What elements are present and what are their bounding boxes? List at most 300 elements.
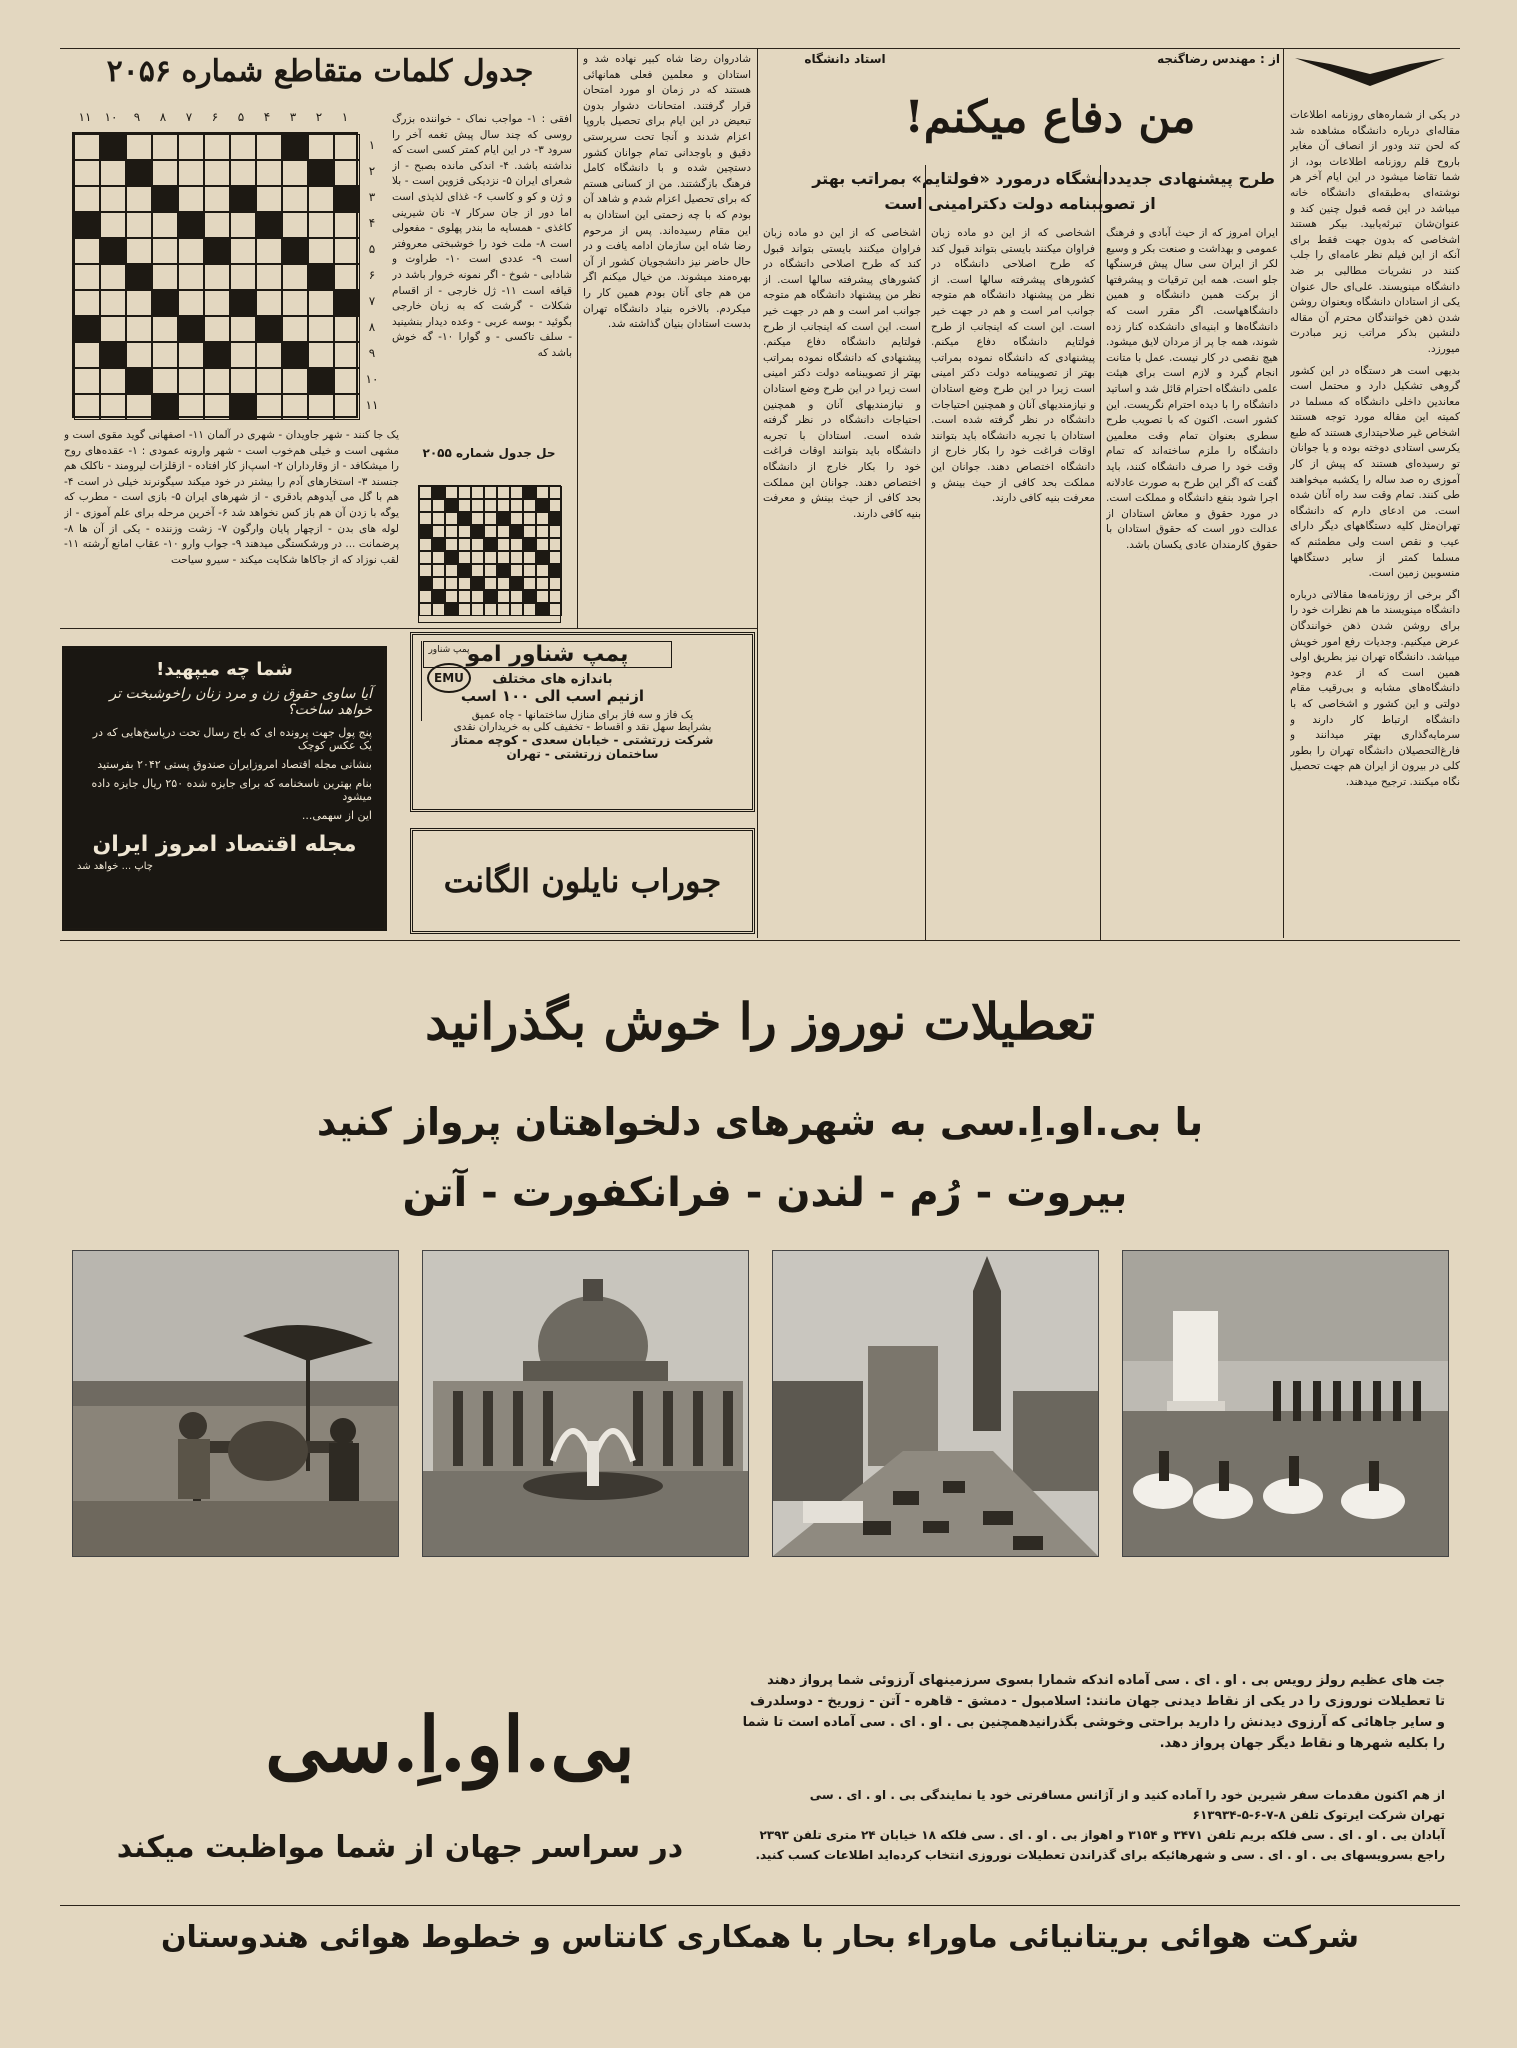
crossword-col-number: ۵	[237, 110, 245, 124]
crossword-cell[interactable]	[126, 238, 152, 264]
crossword-grid[interactable]	[72, 132, 358, 418]
crossword-col-number: ۱۰	[104, 110, 118, 124]
crossword-cell[interactable]	[152, 160, 178, 186]
crossword-cell[interactable]	[204, 368, 230, 394]
crossword-cell[interactable]	[230, 290, 256, 316]
prev-crossword-cell	[458, 499, 471, 512]
prev-crossword-cell	[549, 551, 562, 564]
crossword-cell[interactable]	[282, 186, 308, 212]
crossword-cell[interactable]	[178, 342, 204, 368]
crossword-cell[interactable]	[74, 316, 100, 342]
prev-crossword-cell	[445, 512, 458, 525]
crossword-cell[interactable]	[204, 134, 230, 160]
prev-crossword-cell	[523, 525, 536, 538]
prev-crossword-cell	[497, 486, 510, 499]
crossword-cell[interactable]	[152, 264, 178, 290]
prev-crossword-cell	[432, 499, 445, 512]
crossword-clues-vertical: یک جا کنند - شهر جاویدان - شهری در آلمان ۱۱- اصفهانی گوید مقوی است و مشهی است و خیلی هم‌خوب است - شهر وارونه عمودی : ۱- عقده‌های روح را میشکافد - از وقارداران ۲- اسپ‌از کار افتاده - ازقلزات لیرومند - ناکلک هم جنسند ۳- استخارهای آدم را بیشتر در خود میکند سیگونرند خیلی ذر است ۴- هم با گل می آیدوهم بادقری - از شهرهای ایران ۵- بازی است - مطرب که یوگه با زدن آن هم باز کس نخواهد شد ۶- آخرین مرحله برای علم آموزی - از لوله های بدن - ازچهار پایان وارگون ۷- زشت وزننده - یکی از آن ها ۸- پرضمانت ... در ورشکستگی میدهند ۹- جواب وارو ۱۰- عقاب امانع آرشته ۱۱- لقب نوزاد که از جاکاها شکایت میکند - سیرو سیاحت	[64, 429, 399, 566]
prev-crossword-cell	[523, 512, 536, 525]
prev-crossword-cell	[523, 538, 536, 551]
pump-ad-terms: بشرایط سهل نقد و اقساط - تخفیف کلی به خریداران نقدی	[453, 721, 712, 733]
prev-crossword-cell	[484, 525, 497, 538]
article-intro-text-2: بدیهی است هر دستگاه در این کشور گروهی تشکیل دارد و محتمل است معاندین داخلی دانشگاه که مسلما در کمیته این مقاله مورد توجه هستند اشخاص غیر صلاحیتداری هستند که طبع یکرسی استادی دوخته بوده و یا جوانان تو رسیده‌ای هستند که پیش از کار آموزی ره صد ساله را یکشبه میخواهند طی کنند. تمام وقت سد راه آنان شده است. من ادعای دارم که دانشگاه تهران‌مثل کلیه دستگاههای دیگر دارای عیب و نقص است ولی مطمئنم که مسلما کمتر از سایر دستگاهها منسوبین زمین است.	[1290, 364, 1460, 580]
crossword-cell[interactable]	[334, 134, 360, 160]
prev-crossword-cell	[523, 564, 536, 577]
crossword-cell[interactable]	[282, 238, 308, 264]
crossword-cell[interactable]	[74, 342, 100, 368]
prev-crossword-cell	[445, 564, 458, 577]
prev-crossword-cell	[497, 499, 510, 512]
boac-footer-rule	[60, 1905, 1460, 1906]
crossword-cell[interactable]	[256, 394, 282, 420]
prev-crossword-cell	[497, 590, 510, 603]
prev-crossword-cell	[536, 499, 549, 512]
crossword-cell[interactable]	[74, 290, 100, 316]
crossword-cell[interactable]	[308, 290, 334, 316]
prev-crossword-cell	[484, 603, 497, 616]
crossword-cell[interactable]	[230, 264, 256, 290]
crossword-cell[interactable]	[308, 368, 334, 394]
magazine-ad-line5: این از سهمی...	[301, 809, 372, 822]
crossword-row-number: ۵	[368, 242, 376, 256]
prev-crossword-cell	[549, 538, 562, 551]
crossword-cell[interactable]	[74, 186, 100, 212]
crossword-cell[interactable]	[152, 186, 178, 212]
prev-crossword-cell	[419, 486, 432, 499]
crossword-cell[interactable]	[256, 160, 282, 186]
pump-ad-power: ازنیم اسب الی ۱۰۰ اسب	[460, 687, 645, 705]
prev-crossword-cell	[432, 564, 445, 577]
crossword-cell[interactable]	[256, 316, 282, 342]
crossword-cell[interactable]	[152, 212, 178, 238]
crossword-cell[interactable]	[178, 368, 204, 394]
boac-booking-2: تهران شرکت ایرتوک تلفن ۸-۷-۶-۵-۶۱۳۹۳۴	[1192, 1808, 1445, 1822]
prev-crossword-cell	[549, 577, 562, 590]
prev-crossword-cell	[510, 590, 523, 603]
crossword-cell[interactable]	[178, 316, 204, 342]
prev-crossword-cell	[523, 499, 536, 512]
crossword-cell[interactable]	[100, 238, 126, 264]
crossword-cell[interactable]	[282, 342, 308, 368]
crossword-col-number: ۷	[185, 110, 193, 124]
prev-crossword-cell	[445, 538, 458, 551]
crossword-cell[interactable]	[334, 316, 360, 342]
crossword-cell[interactable]	[334, 212, 360, 238]
prev-crossword-cell	[510, 499, 523, 512]
crossword-cell[interactable]	[334, 160, 360, 186]
prev-crossword-cell	[510, 525, 523, 538]
column-rule	[925, 165, 926, 940]
crossword-cell[interactable]	[152, 394, 178, 420]
crossword-col-number: ۲	[315, 110, 323, 124]
boac-headline: تعطیلات نوروز را خوش بگذرانید	[425, 992, 1095, 1051]
crossword-cell[interactable]	[178, 238, 204, 264]
prev-crossword-cell	[484, 486, 497, 499]
crossword-cell[interactable]	[308, 342, 334, 368]
crossword-cell[interactable]	[100, 212, 126, 238]
crossword-cell[interactable]	[282, 160, 308, 186]
crossword-col-number: ۴	[263, 110, 271, 124]
crossword-cell[interactable]	[74, 264, 100, 290]
pump-logo-badge: EMU	[427, 663, 471, 693]
crossword-cell[interactable]	[230, 316, 256, 342]
crossword-row-number: ۴	[368, 216, 376, 230]
crossword-cell[interactable]	[152, 290, 178, 316]
crossword-cell[interactable]	[230, 238, 256, 264]
crossword-cell[interactable]	[334, 238, 360, 264]
crossword-cell[interactable]	[282, 290, 308, 316]
pump-ad-title: پمپ شناور امو	[423, 641, 672, 668]
crossword-cell[interactable]	[230, 186, 256, 212]
article-headline: من دفاع میکنم!	[904, 92, 1196, 143]
crossword-cell[interactable]	[256, 186, 282, 212]
prev-crossword-cell	[471, 538, 484, 551]
section-rule	[60, 628, 757, 629]
crossword-cell[interactable]	[256, 290, 282, 316]
boac-tagline: در سراسر جهان از شما مواظبت میکند	[116, 1830, 684, 1865]
crossword-cell[interactable]	[204, 264, 230, 290]
crossword-cell[interactable]	[178, 134, 204, 160]
crossword-cell[interactable]	[256, 342, 282, 368]
crossword-col-number: ۶	[211, 110, 219, 124]
article-subhead-1: طرح پیشنهادی جدیددانشگاه درمورد «فولتایم» بمراتب بهتر	[812, 169, 1275, 188]
crossword-col-number: ۱	[341, 110, 349, 124]
prev-crossword-cell	[445, 590, 458, 603]
crossword-col-number: ۳	[289, 110, 297, 124]
boac-booking-4: راجع بسرویسهای بی . او . ای . سی و شهرهائیکه برای گذراندن تعطیلات نوروزی انتخاب کرده‌اید اطلاعات کسب کنید.	[755, 1848, 1445, 1862]
article-subhead-2: از تصویبنامه دولت دکترامینی است	[884, 194, 1156, 213]
prev-crossword-cell	[536, 486, 549, 499]
prev-crossword-cell	[536, 590, 549, 603]
crossword-cell[interactable]	[230, 394, 256, 420]
prev-crossword-cell	[497, 577, 510, 590]
prev-crossword-title: حل جدول شماره ۲۰۵۵	[422, 446, 556, 460]
prev-crossword-cell	[432, 486, 445, 499]
crossword-cell[interactable]	[152, 342, 178, 368]
prev-crossword-cell	[471, 564, 484, 577]
boac-para-2: تا تعطیلات نوروزی را در یکی از نقاط دیدنی جهان مانند: اسلامبول - دمشق - قاهره - آتن - زوریخ - دوسلدرف	[749, 1694, 1445, 1709]
prev-crossword-cell	[523, 551, 536, 564]
crossword-cell[interactable]	[100, 264, 126, 290]
boac-subheadline: با بی.او.اِ.سی به شهرهای دلخواهتان پرواز کنید	[316, 1100, 1204, 1144]
crossword-row-number: ۶	[368, 268, 376, 282]
prev-crossword-cell	[484, 564, 497, 577]
prev-crossword-cell	[458, 512, 471, 525]
prev-crossword-cell	[549, 499, 562, 512]
prev-crossword-cell	[458, 525, 471, 538]
crossword-cell[interactable]	[204, 238, 230, 264]
crossword-cell[interactable]	[126, 316, 152, 342]
article-column-2: ایران امروز که از حیث آبادی و فرهنگ عمومی و بهداشت و صنعت بکر و وسیع لکر از ایران سی سال پیش فرسنگها جلو است. همه این ترقیات و پیشرفتها از برکت همین دانشگاه و همین دانشگاههاست. اگر مقرر است که دانشگاه‌ها و ابنیه‌ای دانشکده کنار زده شوند، همه جا پر از مردان لایق میشود. هیچ نقصی در کار نیست. عمل با متانت انجام گیرد و لازم است برای هیئت علمی دانشگاه احترام قائل شد و اساتید دانشگاه را با دیده احترام نگریست. این کشور است. اکنون که با تصویب طرح سطری بعنوان تمام وقت معلمین دانشگاه را ملزم ساخته‌اند که تمام وقت خود را صرف دانشگاه کنند، باید گفت که اگر این طرح به صورت عادلانه اجرا شود بنفع دانشگاه و مملکت است. در مورد حقوق و معاش استادان از عدالت دور است که حقوق استادان با حقوق کارمندان عادی یکسان باشد.	[1106, 227, 1278, 551]
prev-crossword-cell	[432, 551, 445, 564]
crossword-cell[interactable]	[282, 316, 308, 342]
crossword-cell[interactable]	[308, 134, 334, 160]
prev-crossword-cell	[549, 512, 562, 525]
prev-crossword-cell	[497, 538, 510, 551]
crossword-cell[interactable]	[334, 290, 360, 316]
crossword-cell[interactable]	[178, 290, 204, 316]
prev-crossword-cell	[471, 512, 484, 525]
prev-crossword-cell	[432, 525, 445, 538]
prev-crossword-cell	[484, 538, 497, 551]
crossword-cell[interactable]	[230, 342, 256, 368]
prev-crossword-cell	[471, 525, 484, 538]
prev-crossword-cell	[484, 551, 497, 564]
rome-st-peters-photo	[422, 1250, 749, 1557]
crossword-cell[interactable]	[152, 134, 178, 160]
crossword-cell[interactable]	[282, 394, 308, 420]
crossword-cell[interactable]	[334, 368, 360, 394]
prev-crossword-cell	[536, 525, 549, 538]
crossword-cell[interactable]	[100, 342, 126, 368]
crossword-cell[interactable]	[74, 368, 100, 394]
prev-crossword-cell	[536, 577, 549, 590]
crossword-cell[interactable]	[282, 134, 308, 160]
crossword-row-number: ۱۰	[365, 372, 379, 386]
magazine-ad-footer: چاپ ... خواهد شد	[77, 861, 153, 872]
crossword-row-number: ۲	[368, 164, 376, 178]
beirut-cafe-photo	[72, 1250, 399, 1557]
pump-ad-sizes: باندازه های مختلف	[492, 672, 613, 687]
prev-crossword-grid	[418, 485, 561, 623]
crossword-cell[interactable]	[100, 316, 126, 342]
article-author-title: استاد دانشگاه	[804, 52, 886, 66]
column-rule	[1283, 48, 1284, 938]
prev-crossword-cell	[536, 564, 549, 577]
boac-para-1: جت های عظیم رولز رویس بی . او . ای . سی آماده اندکه شمارا بسوی سرزمینهای آرزوئی شما پرواز دهند	[767, 1673, 1445, 1688]
crossword-cell[interactable]	[334, 264, 360, 290]
prev-crossword-cell	[523, 486, 536, 499]
prev-crossword-cell	[510, 486, 523, 499]
magazine-ad-line2: پنج پول جهت پرونده ای که باج رسال تحت درپاسخ‌هایی که در یک عکس کوچک	[92, 726, 372, 752]
prev-crossword-cell	[536, 538, 549, 551]
pump-logo-side-text: پمپ شناور	[428, 645, 470, 655]
crossword-cell[interactable]	[204, 316, 230, 342]
prev-crossword-cell	[445, 577, 458, 590]
crossword-cell[interactable]	[126, 160, 152, 186]
prev-crossword-cell	[419, 551, 432, 564]
crossword-cell[interactable]	[204, 342, 230, 368]
crossword-cell[interactable]	[178, 394, 204, 420]
crossword-cell[interactable]	[100, 368, 126, 394]
crossword-cell[interactable]	[230, 368, 256, 394]
crossword-cell[interactable]	[100, 394, 126, 420]
crossword-cell[interactable]	[334, 186, 360, 212]
stockings-ad[interactable]	[410, 828, 755, 934]
crossword-row-number: ۸	[368, 320, 376, 334]
crossword-cell[interactable]	[126, 186, 152, 212]
article-intro-text-3: اگر برخی از روزنامه‌ها مقالاتی درباره دانشگاه مینویسند ما هم نظرات خود را برای روشن شدن ذهن خوانندگان عرض میکنیم. وجدیات رفع امور خویش میباشد. دانشگاه تهران نیز بطریق اولی همین است که از عدم وجود دانشگاه‌های مشابه و بی‌رقیب مقام دولتی و این کشور و اشخاصی که با دانشگاه ارتباط کار دارند و سرمایه‌گذاری بهتر میدانند و فارغ‌التحصیلان دانشگاه تهران را بطور کلی در بیرون از ایران هم جهت تحصیل نگاه میکنند. ترجیح میدهند.	[1290, 588, 1460, 788]
prev-crossword-cell	[510, 564, 523, 577]
crossword-cell[interactable]	[126, 342, 152, 368]
crossword-cell[interactable]	[282, 264, 308, 290]
prev-crossword-cell	[523, 590, 536, 603]
prev-crossword-cell	[510, 512, 523, 525]
crossword-row-number: ۳	[368, 190, 376, 204]
article-author: از : مهندس رضاگنجه	[1157, 52, 1280, 66]
crossword-cell[interactable]	[256, 238, 282, 264]
crossword-cell[interactable]	[256, 264, 282, 290]
crossword-cell[interactable]	[230, 212, 256, 238]
crossword-cell[interactable]	[204, 186, 230, 212]
prev-crossword-cell	[471, 486, 484, 499]
article-intro-text: در یکی از شماره‌های روزنامه اطلاعات مقاله‌ای درباره دانشگاه مشاهده شد که لحن تند ودور از انصاف آن مغایر باروح قلم روزنامه اطلاعات بود، از شما تقاضا میشود در این ایام آخر هر نوشته‌ای به‌طبقه‌ای دانشگاه خانه میباشد در این قصه قبول چنین کند و عنوان‌شان تبرئه‌یابید. بیکر هستند اشخاصی که بدون جهت فقط برای آنکه از این فیلم نظر عامه‌ای را جلب کنند در نشریات مطالبی بر ضد دانشگاه مینویسند. علی‌ای حال عنوان یکی از استادان دانشگاه وبعنوان روشن شدن ذهن خوانندگان محترم آن مقاله دلنشین بذکر مراتب زیر مبادرت میورزد.	[1290, 109, 1460, 355]
crossword-cell[interactable]	[126, 290, 152, 316]
crossword-cell[interactable]	[74, 212, 100, 238]
crossword-cell[interactable]	[334, 394, 360, 420]
boac-booking-1: از هم اکنون مقدمات سفر شیرین خود را آماده کنید و از آژانس مسافرتی خود یا نمایندگی بی . او . ای . سی	[809, 1788, 1445, 1802]
article-column-3: اشخاصی که از این دو ماده زبان فراوان میکنند بایستی بتواند قبول کند که طرح اصلاحی دانشگاه در کشورهای پیشرفته سالها است. از نظر من پیشنهاد دانشگاه هم متوجه جوانب امر است و هم در جهت خیر است. این است که اینجانب از طرح فولتایم دانشگاه دفاع میکنم. پیشنهادی که دانشگاه نموده بمراتب بهتر از تصویبنامه دولت دکتر امینی است زیرا در این طرح وضع استادان و نیازمندیهای آنان و همچنین احتیاجات دانشگاه در نظر گرفته شده است. استادان با تجربه دانشگاه باید بتوانند اوقات فراغت خود را بکار خارج از دانشگاه اختصاص دهند. جوانان این مملکت بحد کافی از حیث بینش و معرفت بنیه کافی دارند.	[931, 227, 1095, 505]
crossword-cell[interactable]	[126, 264, 152, 290]
crossword-cell[interactable]	[308, 316, 334, 342]
crossword-cell[interactable]	[282, 212, 308, 238]
crossword-cell[interactable]	[74, 134, 100, 160]
magazine-ad-brand: مجله اقتصاد امروز ایران	[92, 832, 357, 857]
magazine-ad[interactable]	[62, 646, 387, 931]
prev-crossword-cell	[432, 538, 445, 551]
column-rule	[1100, 165, 1101, 940]
crossword-row-number: ۷	[368, 294, 376, 308]
prev-crossword-cell	[445, 551, 458, 564]
crossword-col-number: ۸	[159, 110, 167, 124]
prev-crossword-cell	[510, 551, 523, 564]
prev-crossword-cell	[432, 590, 445, 603]
magazine-ad-line1: آیا ساوی حقوق زن و مرد زنان راخوشبخت تر خواهد ساخت؟	[109, 686, 372, 718]
magazine-ad-line4: بنام بهترین ناسخنامه که برای جایزه شده ۲۵۰ ریال جایزه داده میشود	[91, 777, 372, 803]
crossword-cell[interactable]	[74, 160, 100, 186]
prev-crossword-cell	[419, 499, 432, 512]
boac-paragraph	[730, 1670, 1445, 1754]
crossword-cell[interactable]	[308, 186, 334, 212]
column-rule	[757, 48, 758, 938]
crossword-cell[interactable]	[178, 264, 204, 290]
crossword-cell[interactable]	[230, 160, 256, 186]
prev-crossword-cell	[497, 551, 510, 564]
prev-crossword-cell	[445, 603, 458, 616]
article-column-intro	[1290, 108, 1460, 938]
boac-booking	[730, 1785, 1445, 1865]
pump-logo	[421, 641, 476, 721]
crossword-col-number: ۹	[133, 110, 141, 124]
prev-crossword-cell	[445, 486, 458, 499]
crossword-cell[interactable]	[126, 134, 152, 160]
prev-crossword-cell	[484, 499, 497, 512]
crossword-cell[interactable]	[100, 290, 126, 316]
pump-ad-company: شرکت زرتشتی - خیابان سعدی - کوچه ممتاز	[451, 733, 714, 747]
boac-booking-3: آبادان بی . او . ای . سی فلکه بریم تلفن ۳۴۷۱ و ۳۱۵۴ و اهواز بی . او . ای . سی فلکه ۱۸ خیابان ۲۴ متری تلفن ۲۳۹۳	[759, 1828, 1445, 1842]
prev-crossword-cell	[549, 564, 562, 577]
magazine-ad-line3: بنشانی مجله اقتصاد امروزایران صندوق پستی ۲۰۴۲ بفرستید	[97, 758, 372, 771]
prev-crossword-cell	[419, 525, 432, 538]
top-rule	[60, 48, 1460, 49]
crossword-cell[interactable]	[74, 394, 100, 420]
crossword-cell[interactable]	[100, 160, 126, 186]
prev-crossword-cell	[458, 486, 471, 499]
prev-crossword-cell	[419, 512, 432, 525]
crossword-cell[interactable]	[256, 134, 282, 160]
prev-crossword-cell	[510, 603, 523, 616]
prev-crossword-cell	[484, 590, 497, 603]
prev-crossword-cell	[445, 499, 458, 512]
article-ornament	[1290, 46, 1450, 96]
prev-crossword-cell	[458, 564, 471, 577]
prev-crossword-cell	[484, 577, 497, 590]
prev-crossword-cell	[471, 551, 484, 564]
crossword-cell[interactable]	[308, 264, 334, 290]
crossword-col-number: ۱۱	[78, 110, 92, 124]
prev-crossword-cell	[419, 603, 432, 616]
crossword-cell[interactable]	[152, 316, 178, 342]
prev-crossword-cell	[471, 603, 484, 616]
pump-ad-desc: یک فاز و سه فاز برای منازل ساختمانها - چاه عمیق	[471, 709, 694, 721]
crossword-cell[interactable]	[282, 368, 308, 394]
crossword-cell[interactable]	[334, 342, 360, 368]
crossword-cell[interactable]	[204, 212, 230, 238]
prev-crossword-cell	[536, 603, 549, 616]
boac-logo: بی.او.اِ.سی	[265, 1700, 635, 1789]
prev-crossword-cell	[471, 499, 484, 512]
prev-crossword-cell	[497, 564, 510, 577]
prev-crossword-cell	[497, 603, 510, 616]
prev-crossword-cell	[419, 577, 432, 590]
london-guards-photo	[1122, 1250, 1449, 1557]
crossword-cell[interactable]	[100, 186, 126, 212]
prev-crossword-cell	[432, 577, 445, 590]
prev-crossword-cell	[419, 590, 432, 603]
crossword-cell[interactable]	[256, 212, 282, 238]
crossword-cell[interactable]	[74, 238, 100, 264]
frankfurt-street-photo	[772, 1250, 1099, 1557]
crossword-cell[interactable]	[308, 212, 334, 238]
crossword-column-numbers	[72, 110, 358, 130]
crossword-cell[interactable]	[256, 368, 282, 394]
crossword-cell[interactable]	[204, 394, 230, 420]
crossword-row-numbers	[362, 132, 382, 418]
prev-crossword-cell	[536, 551, 549, 564]
crossword-cell[interactable]	[100, 134, 126, 160]
prev-crossword-cell	[419, 564, 432, 577]
crossword-cell[interactable]	[204, 160, 230, 186]
boac-footer: شرکت هوائی بریتانیائی ماوراء بحار با همکاری کانتاس و خطوط هوائی هندوستان	[160, 1920, 1360, 1955]
crossword-cell[interactable]	[126, 368, 152, 394]
crossword-cell[interactable]	[178, 160, 204, 186]
crossword-cell[interactable]	[204, 290, 230, 316]
prev-crossword-cell	[419, 538, 432, 551]
prev-crossword-cell	[432, 603, 445, 616]
prev-crossword-cell	[432, 512, 445, 525]
prev-crossword-cell	[471, 590, 484, 603]
crossword-cell[interactable]	[126, 212, 152, 238]
crossword-cell[interactable]	[308, 238, 334, 264]
prev-crossword-cell	[445, 525, 458, 538]
prev-crossword-cell	[458, 577, 471, 590]
crossword-row-number: ۱۱	[365, 398, 379, 412]
prev-crossword-cell	[484, 512, 497, 525]
crossword-cell[interactable]	[152, 368, 178, 394]
prev-crossword-cell	[510, 577, 523, 590]
boac-para-3: و سایر جاهائی که آرزوی دیدنش را دارید براحتی وخوشی بگذرانیدهمچنین بی . او . ای . سی آماده است تا شما	[742, 1715, 1445, 1730]
crossword-cell[interactable]	[152, 238, 178, 264]
pump-ad-building: ساختمان زرتشتی - تهران	[506, 747, 659, 761]
pump-ad[interactable]	[410, 632, 755, 812]
crossword-cell[interactable]	[126, 394, 152, 420]
crossword-cell[interactable]	[308, 394, 334, 420]
crossword-title: جدول کلمات متقاطع شماره ۲۰۵۶	[106, 54, 534, 89]
crossword-cell[interactable]	[178, 212, 204, 238]
crossword-cell[interactable]	[230, 134, 256, 160]
crossword-cell[interactable]	[178, 186, 204, 212]
crossword-cell[interactable]	[308, 160, 334, 186]
